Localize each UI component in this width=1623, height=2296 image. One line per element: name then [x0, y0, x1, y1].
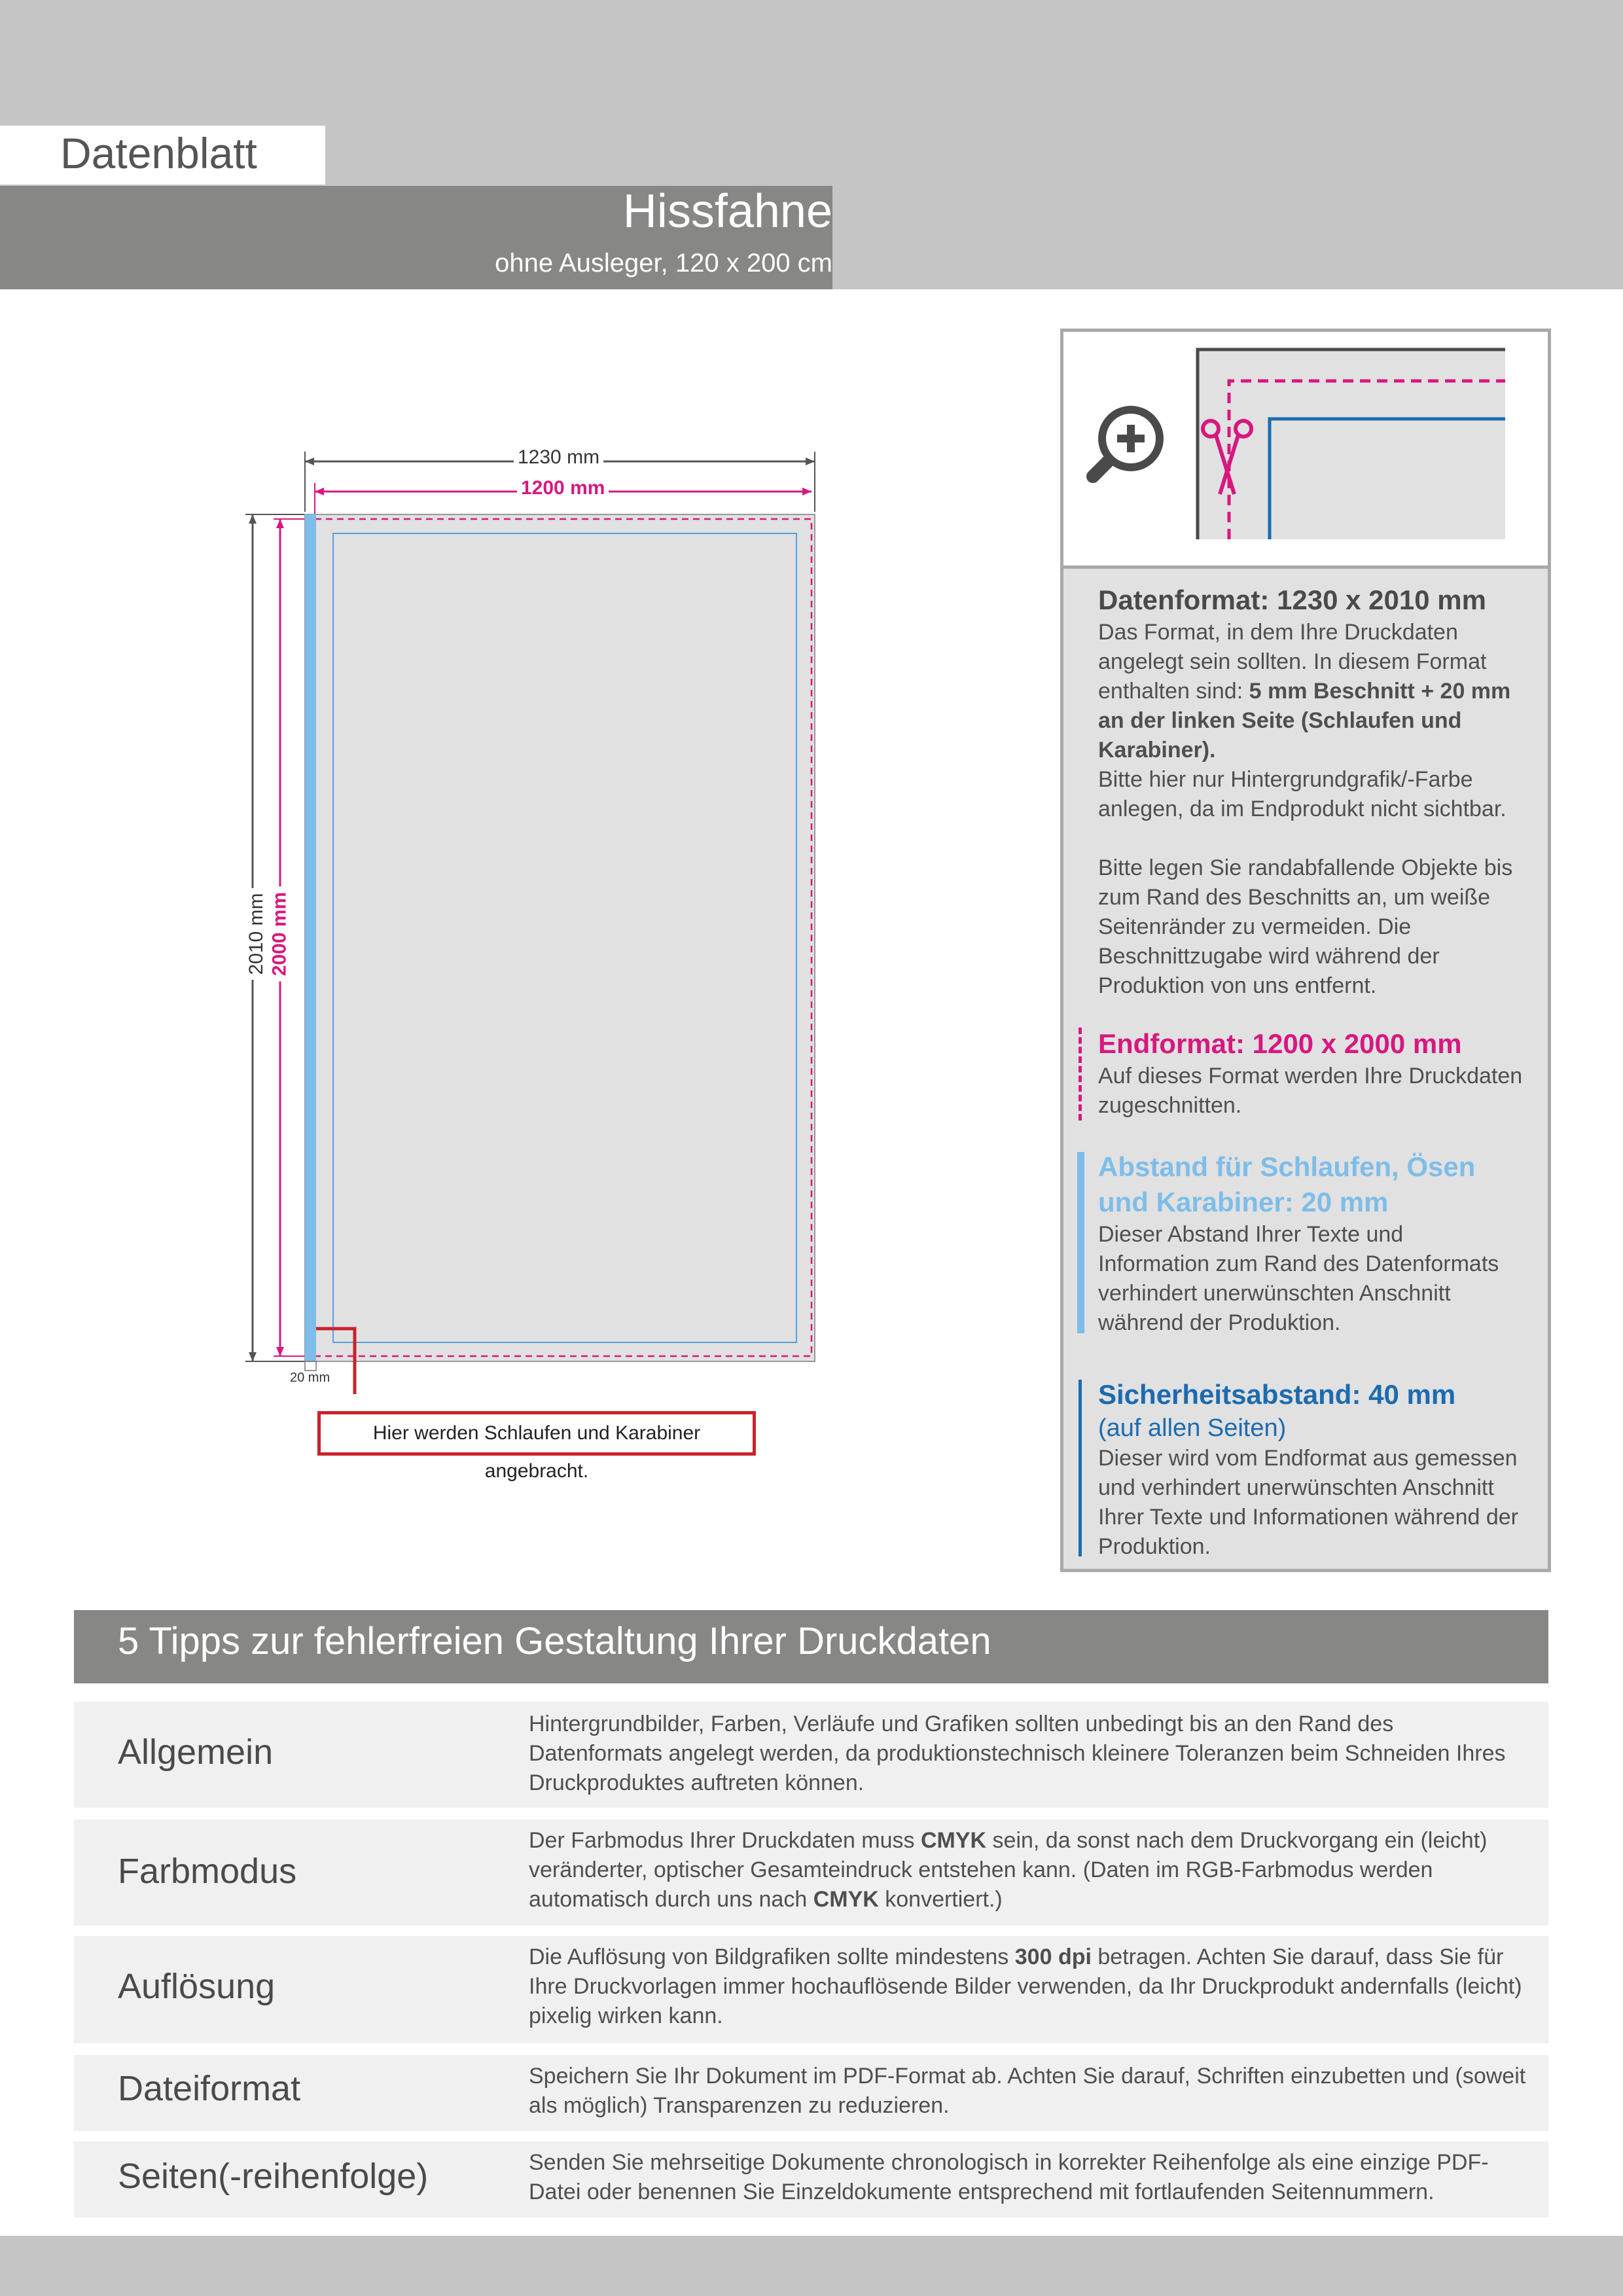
- tip-text-aufloesung: [529, 1943, 1530, 2031]
- tip-label-dateiformat: Dateiformat: [118, 2069, 301, 2108]
- bleed-note: Bitte legen Sie randabfallende Objekte bis zum Rand des Beschnitts an, um weiße Seitenränder zu vermeiden. Die Beschnittzugabe wird während der Produktion von uns entfernt.: [1098, 855, 1513, 998]
- panel-separator: [1063, 565, 1548, 569]
- farbmodus-text-3: konvertiert.): [878, 1887, 1003, 1912]
- height-outer-label: 2010 mm: [245, 888, 268, 980]
- height-inner-label: 2000 mm: [269, 887, 291, 982]
- footer-band: [0, 2236, 1623, 2296]
- sicherheit-text: Dieser wird vom Endformat aus gemessen und verhindert unerwünschten Anschnitt Ihrer Texte und Informationen während der Produktion.: [1098, 1446, 1518, 1559]
- loops-callout: Hier werden Schlaufen und Karabiner angebracht.: [317, 1411, 756, 1456]
- endformat-marker: [1079, 1028, 1082, 1121]
- width-inner-label: 1200 mm: [517, 477, 609, 499]
- tip-text-dateiformat: Speichern Sie Ihr Dokument im PDF-Format ab. Achten Sie darauf, Schriften einzubetten und (soweit als möglich) Transparenzen zu reduzieren.: [529, 2064, 1526, 2118]
- strip-width-label: 20 mm: [290, 1371, 330, 1385]
- datenformat-text-bold: 5 mm Beschnitt + 20 mm an der linken Seite (Schlaufen und Karabiner).: [1098, 679, 1511, 762]
- aufloesung-text-2: betragen. Achten Sie darauf, dass Sie für Ihre Druckvorlagen immer hochauflösende Bilder verwenden, da Ihr Druckprodukt andernfalls (leicht) pixelig wirken kann.: [529, 1945, 1522, 2028]
- flag-format-drawing: [223, 439, 851, 1394]
- sicherheit-section: [1098, 1377, 1540, 1562]
- tips-title: 5 Tipps zur fehlerfreien Gestaltung Ihrer Druckdaten: [118, 1620, 991, 1662]
- datenformat-text-a: Das Format, in dem Ihre Druckdaten angelegt sein sollten. In diesem Format enthalten sind:: [1098, 620, 1487, 704]
- corner-detail-graphic: [1086, 340, 1531, 550]
- abstand-text: Dieser Abstand Ihrer Texte und Information zum Rand des Datenformats verhindert unerwünschten Anschnitt während der Produktion.: [1098, 1222, 1499, 1335]
- aufloesung-dpi: 300 dpi: [1014, 1945, 1092, 1969]
- page-title: Hissfahne: [622, 185, 832, 238]
- farbmodus-cmyk-1: CMYK: [920, 1828, 987, 1853]
- abstand-section: [1098, 1149, 1517, 1338]
- tip-label-allgemein: Allgemein: [118, 1732, 274, 1772]
- sicherheit-marker: [1079, 1380, 1082, 1556]
- aufloesung-text-1: Die Auflösung von Bildgrafiken sollte mindestens: [529, 1945, 1015, 1969]
- farbmodus-text-1: Der Farbmodus Ihrer Druckdaten muss: [529, 1828, 921, 1853]
- endformat-text: Auf dieses Format werden Ihre Druckdaten zugeschnitten.: [1098, 1064, 1523, 1118]
- farbmodus-cmyk-2: CMYK: [813, 1887, 879, 1912]
- datenformat-section: [1098, 583, 1537, 1001]
- endformat-section: [1098, 1026, 1543, 1121]
- tip-label-aufloesung: Auflösung: [118, 1967, 276, 2006]
- abstand-title: Abstand für Schlaufen, Ösen und Karabiner: 20 mm: [1098, 1151, 1476, 1217]
- abstand-marker: [1077, 1152, 1084, 1333]
- tip-label-seiten: Seiten(-reihenfolge): [118, 2157, 429, 2196]
- sicherheit-title: Sicherheitsabstand: 40 mm: [1098, 1379, 1456, 1410]
- tip-label-farbmodus: Farbmodus: [118, 1852, 297, 1891]
- loop-strip: [305, 514, 316, 1361]
- endformat-title: Endformat: 1200 x 2000 mm: [1098, 1028, 1462, 1059]
- sicherheit-subtitle: (auf allen Seiten): [1098, 1414, 1287, 1442]
- farbmodus-text-2: sein, da sonst nach dem Druckvorgang ein (leicht) veränderter, optischer Gesamteindruck entstehen kann. (Daten im RGB-Farbmodus werden automatisch durch uns nach: [529, 1828, 1488, 1912]
- data-format-area: [305, 514, 815, 1361]
- tip-text-allgemein: Hintergrundbilder, Farben, Verläufe und Grafiken sollten unbedingt bis an den Rand des Datenformats angelegt werden, da produktionstechnisch kleinere Toleranzen beim Schneiden Ihres Druckproduktes auftreten können.: [529, 1712, 1506, 1795]
- page-subtitle: ohne Ausleger, 120 x 200 cm: [495, 249, 832, 278]
- width-outer-label: 1230 mm: [514, 446, 603, 469]
- datenformat-text: [1098, 618, 1537, 765]
- doc-type-label: Datenblatt: [60, 129, 257, 177]
- tip-text-seiten: Senden Sie mehrseitige Dokumente chronologisch in korrekter Reihenfolge als eine einzige PDF-Datei oder benennen Sie Einzeldokumente entsprechend mit fortlaufenden Seitennummern.: [529, 2150, 1489, 2204]
- tip-text-farbmodus: [529, 1826, 1530, 1914]
- datenformat-note: Bitte hier nur Hintergrundgrafik/-Farbe anlegen, da im Endprodukt nicht sichtbar.: [1098, 767, 1507, 821]
- zoom-in-icon: [1093, 406, 1164, 476]
- datenformat-title: Datenformat: 1230 x 2010 mm: [1098, 584, 1486, 615]
